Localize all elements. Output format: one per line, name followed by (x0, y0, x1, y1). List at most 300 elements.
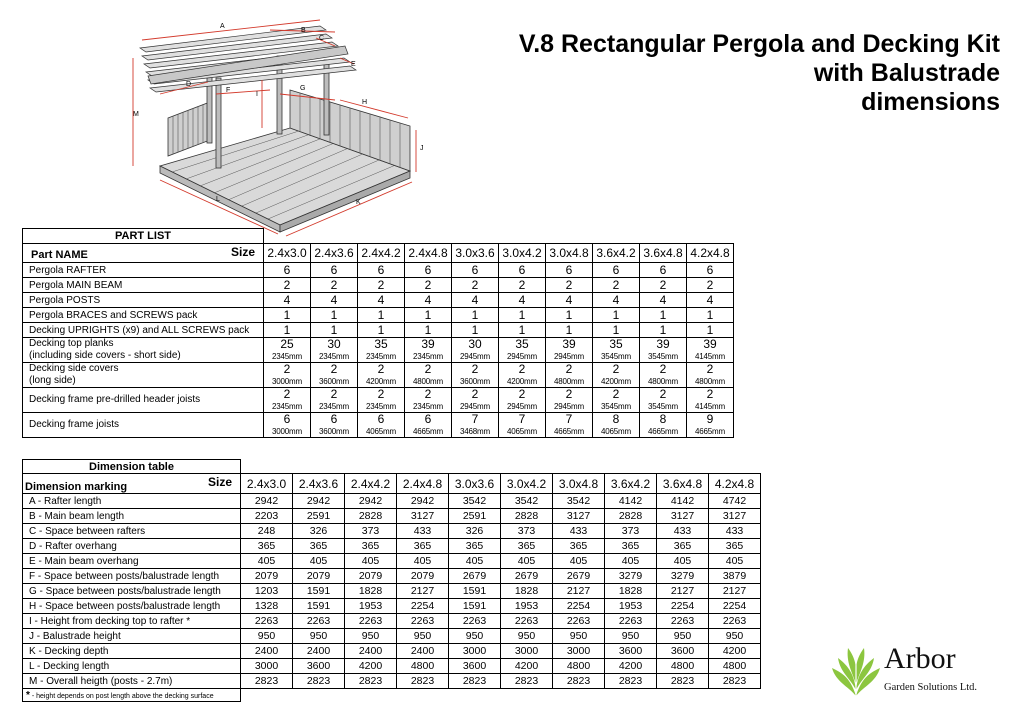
part-label-line-2: (including side covers - short side) (29, 350, 181, 361)
part-qty: 2 (499, 363, 546, 377)
part-qty: 1 (593, 308, 640, 323)
part-length: 2945mm (546, 402, 593, 413)
dimension-label: K - Decking depth (23, 644, 241, 659)
part-qty: 2 (358, 388, 405, 402)
part-qty: 2 (358, 363, 405, 377)
part-length: 2345mm (405, 402, 452, 413)
part-qty: 2 (405, 388, 452, 402)
label-b: B (301, 27, 306, 34)
size-header-9: 4.2x4.8 (687, 244, 734, 263)
part-qty: 1 (264, 323, 311, 338)
part-qty: 4 (358, 293, 405, 308)
part-length: 4665mm (687, 427, 734, 438)
part-qty: 7 (546, 413, 593, 427)
dimension-label: L - Decking length (23, 659, 241, 674)
dimension-value: 3600 (293, 659, 345, 674)
dimension-value: 1591 (449, 599, 501, 614)
dimension-label: D - Rafter overhang (23, 539, 241, 554)
dimension-value: 433 (709, 524, 761, 539)
leaf-icon (830, 642, 882, 698)
dimension-value: 3600 (657, 644, 709, 659)
dimension-value: 365 (293, 539, 345, 554)
dimension-value: 365 (397, 539, 449, 554)
dimension-value: 433 (657, 524, 709, 539)
part-row (23, 363, 734, 377)
dimension-value: 2942 (397, 494, 449, 509)
part-qty: 1 (405, 308, 452, 323)
part-qty: 2 (640, 363, 687, 377)
dimension-label: E - Main beam overhang (23, 554, 241, 569)
part-qty: 30 (452, 338, 499, 352)
part-qty: 35 (499, 338, 546, 352)
part-qty: 1 (546, 323, 593, 338)
dim-size-header-3: 2.4x4.8 (397, 474, 449, 494)
dimension-value: 4142 (657, 494, 709, 509)
part-length: 4800mm (640, 377, 687, 388)
size-header-0: 2.4x3.0 (264, 244, 311, 263)
dimension-value: 3542 (553, 494, 605, 509)
part-qty: 2 (687, 388, 734, 402)
part-qty: 39 (640, 338, 687, 352)
dimension-label: F - Space between posts/balustrade length (23, 569, 241, 584)
dimension-row (23, 674, 761, 689)
part-qty: 6 (499, 263, 546, 278)
part-list-table (22, 228, 734, 438)
dimension-value: 1953 (345, 599, 397, 614)
part-qty: 1 (546, 308, 593, 323)
dimension-value: 3279 (605, 569, 657, 584)
dim-size-label: Size (207, 475, 232, 489)
dimension-value: 2679 (449, 569, 501, 584)
part-qty: 4 (311, 293, 358, 308)
dimension-value: 2263 (397, 614, 449, 629)
dimension-value: 2400 (345, 644, 397, 659)
part-qty: 1 (405, 323, 452, 338)
dimension-value: 3279 (657, 569, 709, 584)
dimension-value: 2263 (345, 614, 397, 629)
dimension-value: 3000 (553, 644, 605, 659)
dimension-row (23, 509, 761, 524)
part-length: 3468mm (452, 427, 499, 438)
dimension-value: 433 (553, 524, 605, 539)
dimension-value: 326 (293, 524, 345, 539)
part-length: 4200mm (593, 377, 640, 388)
part-qty: 4 (264, 293, 311, 308)
part-qty: 4 (499, 293, 546, 308)
part-qty: 1 (640, 323, 687, 338)
dimension-row (23, 569, 761, 584)
part-qty: 39 (687, 338, 734, 352)
part-qty: 6 (358, 413, 405, 427)
dimension-label: B - Main beam length (23, 509, 241, 524)
label-g: G (300, 85, 306, 92)
part-length: 2345mm (311, 352, 358, 363)
dimension-value: 950 (605, 629, 657, 644)
dim-size-header-6: 3.0x4.8 (553, 474, 605, 494)
label-e: E (351, 61, 356, 68)
dimension-value: 2823 (553, 674, 605, 689)
label-m: M (133, 111, 139, 118)
dimension-value: 2400 (397, 644, 449, 659)
part-qty: 35 (358, 338, 405, 352)
label-k: K (356, 199, 361, 206)
dimension-value: 950 (501, 629, 553, 644)
part-length: 2945mm (546, 352, 593, 363)
balustrade-left (168, 102, 210, 156)
part-length: 3545mm (593, 352, 640, 363)
dimension-marking-header (23, 474, 241, 494)
part-qty: 4 (593, 293, 640, 308)
dimension-value: 4200 (605, 659, 657, 674)
part-length: 3545mm (593, 402, 640, 413)
part-length: 3000mm (264, 377, 311, 388)
dimension-value: 2079 (345, 569, 397, 584)
dimension-value: 2203 (241, 509, 293, 524)
part-length: 4145mm (687, 402, 734, 413)
dimension-value: 2263 (657, 614, 709, 629)
dim-size-header-5: 3.0x4.2 (501, 474, 553, 494)
part-label-line-1: Decking frame pre-drilled header joists (29, 394, 201, 405)
part-row (23, 293, 734, 308)
dimension-value: 2823 (449, 674, 501, 689)
part-qty: 2 (452, 388, 499, 402)
size-header-3: 2.4x4.8 (405, 244, 452, 263)
dimension-table-title: Dimension table (23, 460, 241, 474)
dimension-value: 405 (241, 554, 293, 569)
part-qty: 6 (687, 263, 734, 278)
dimension-table (22, 459, 761, 702)
part-label (23, 388, 264, 413)
part-label-line-1: Decking side covers (29, 363, 119, 374)
label-h: H (362, 99, 368, 106)
dimension-value: 373 (605, 524, 657, 539)
dimension-value: 2263 (449, 614, 501, 629)
part-label (23, 363, 264, 388)
dim-size-header-9: 4.2x4.8 (709, 474, 761, 494)
dimension-value: 950 (657, 629, 709, 644)
dimension-label: H - Space between posts/balustrade length (23, 599, 241, 614)
dimension-row (23, 599, 761, 614)
dimension-value: 2263 (293, 614, 345, 629)
dimension-value: 405 (501, 554, 553, 569)
dimension-value: 2127 (553, 584, 605, 599)
part-qty: 39 (405, 338, 452, 352)
part-label: Pergola MAIN BEAM (23, 278, 264, 293)
part-qty: 4 (687, 293, 734, 308)
logo-subtitle: Garden Solutions Ltd. (884, 682, 978, 693)
dimension-value: 405 (449, 554, 501, 569)
dimension-value: 3542 (501, 494, 553, 509)
part-length: 4665mm (640, 427, 687, 438)
part-length: 2945mm (452, 352, 499, 363)
dimension-row (23, 494, 761, 509)
part-length: 4065mm (358, 427, 405, 438)
part-qty: 25 (264, 338, 311, 352)
label-c: C (319, 35, 325, 42)
dimension-row (23, 629, 761, 644)
dimension-value: 365 (605, 539, 657, 554)
dimension-value: 1591 (293, 599, 345, 614)
part-qty: 2 (546, 388, 593, 402)
title-line-1: V.8 Rectangular Pergola and Decking Kit (518, 30, 1000, 58)
dimension-value: 2828 (345, 509, 397, 524)
dimension-value: 2823 (657, 674, 709, 689)
part-length: 4800mm (405, 377, 452, 388)
dimension-value: 2823 (397, 674, 449, 689)
dimension-value: 2127 (709, 584, 761, 599)
dimension-value: 3000 (501, 644, 553, 659)
part-label (23, 413, 264, 438)
part-qty: 6 (358, 263, 405, 278)
dimension-value: 373 (501, 524, 553, 539)
part-qty: 2 (640, 388, 687, 402)
dimension-value: 4142 (605, 494, 657, 509)
part-qty: 1 (452, 323, 499, 338)
dimension-value: 365 (709, 539, 761, 554)
part-qty: 1 (499, 308, 546, 323)
part-qty: 6 (264, 263, 311, 278)
part-qty: 7 (452, 413, 499, 427)
part-length: 2345mm (358, 352, 405, 363)
dimension-value: 950 (241, 629, 293, 644)
dimension-value: 405 (345, 554, 397, 569)
part-qty: 2 (311, 278, 358, 293)
part-qty: 9 (687, 413, 734, 427)
dimension-value: 2823 (605, 674, 657, 689)
dimension-value: 4742 (709, 494, 761, 509)
dimension-value: 3000 (449, 644, 501, 659)
dimension-value: 1203 (241, 584, 293, 599)
part-qty: 7 (499, 413, 546, 427)
dimension-value: 365 (501, 539, 553, 554)
dimension-value: 2942 (345, 494, 397, 509)
dimension-value: 1828 (501, 584, 553, 599)
dimension-row (23, 524, 761, 539)
dimension-value: 2079 (241, 569, 293, 584)
part-qty: 1 (499, 323, 546, 338)
label-j: J (420, 145, 424, 152)
size-header-5: 3.0x4.2 (499, 244, 546, 263)
part-qty: 6 (593, 263, 640, 278)
dim-size-header-0: 2.4x3.0 (241, 474, 293, 494)
part-qty: 2 (499, 388, 546, 402)
part-qty: 2 (264, 363, 311, 377)
logo-name: Arbor (884, 642, 956, 675)
dimension-value: 950 (449, 629, 501, 644)
part-qty: 1 (593, 323, 640, 338)
dimension-value: 2400 (293, 644, 345, 659)
part-qty: 2 (546, 363, 593, 377)
dimension-row (23, 584, 761, 599)
dimension-value: 3542 (449, 494, 501, 509)
dimension-value: 4800 (397, 659, 449, 674)
part-label-line-1: Decking top planks (29, 338, 114, 349)
part-length: 3600mm (452, 377, 499, 388)
dimension-value: 2254 (709, 599, 761, 614)
dimension-value: 3127 (397, 509, 449, 524)
dim-size-header-8: 3.6x4.8 (657, 474, 709, 494)
part-qty: 6 (452, 263, 499, 278)
part-length: 2345mm (264, 402, 311, 413)
dimension-value: 365 (241, 539, 293, 554)
part-qty: 4 (546, 293, 593, 308)
dimension-value: 4800 (657, 659, 709, 674)
part-length: 3600mm (311, 427, 358, 438)
part-qty: 2 (687, 278, 734, 293)
part-label: Pergola BRACES and SCREWS pack (23, 308, 264, 323)
dimension-marking-label: Dimension marking (25, 481, 128, 493)
part-qty: 2 (452, 278, 499, 293)
part-length: 2345mm (264, 352, 311, 363)
dimension-value: 1828 (345, 584, 397, 599)
part-qty: 2 (499, 278, 546, 293)
dimension-value: 405 (657, 554, 709, 569)
footnote-text: - height depends on post length above the decking surface (29, 692, 214, 700)
dimension-value: 326 (449, 524, 501, 539)
part-qty: 6 (640, 263, 687, 278)
part-qty: 4 (452, 293, 499, 308)
size-header-1: 2.4x3.6 (311, 244, 358, 263)
part-name-header (23, 244, 264, 263)
dimension-value: 3879 (709, 569, 761, 584)
dimension-value: 3600 (449, 659, 501, 674)
part-qty: 6 (311, 413, 358, 427)
part-qty: 1 (687, 308, 734, 323)
part-row (23, 413, 734, 427)
dimension-value: 2263 (709, 614, 761, 629)
label-a: A (220, 23, 225, 30)
dimension-value: 405 (553, 554, 605, 569)
part-row (23, 323, 734, 338)
part-length: 4065mm (499, 427, 546, 438)
dimension-value: 950 (709, 629, 761, 644)
part-qty: 4 (405, 293, 452, 308)
part-qty: 1 (687, 323, 734, 338)
dimension-value: 2823 (709, 674, 761, 689)
dim-size-header-4: 3.0x3.6 (449, 474, 501, 494)
dimension-value: 1828 (605, 584, 657, 599)
part-length: 3545mm (640, 352, 687, 363)
dimension-value: 2254 (657, 599, 709, 614)
arbor-logo (830, 642, 1000, 702)
dimension-row (23, 644, 761, 659)
dimension-value: 2823 (501, 674, 553, 689)
part-qty: 35 (593, 338, 640, 352)
part-qty: 1 (358, 308, 405, 323)
part-row (23, 388, 734, 402)
dim-size-header-2: 2.4x4.2 (345, 474, 397, 494)
part-qty: 2 (358, 278, 405, 293)
dimension-value: 405 (605, 554, 657, 569)
dimension-value: 2263 (501, 614, 553, 629)
dimension-value: 1591 (293, 584, 345, 599)
dimension-value: 1591 (449, 584, 501, 599)
part-qty: 30 (311, 338, 358, 352)
part-label-line-2: (long side) (29, 375, 76, 386)
dimension-value: 405 (293, 554, 345, 569)
dimension-value: 4200 (709, 644, 761, 659)
size-header-7: 3.6x4.2 (593, 244, 640, 263)
part-length: 2345mm (405, 352, 452, 363)
pergola-drawing (120, 18, 440, 240)
part-label: Pergola RAFTER (23, 263, 264, 278)
dimension-row (23, 614, 761, 629)
dimension-label: G - Space between posts/balustrade length (23, 584, 241, 599)
dimension-value: 3127 (657, 509, 709, 524)
dimension-value: 2400 (241, 644, 293, 659)
dimension-label: J - Balustrade height (23, 629, 241, 644)
part-length: 2345mm (358, 402, 405, 413)
dimension-value: 2254 (553, 599, 605, 614)
dimension-label: A - Rafter length (23, 494, 241, 509)
label-i: I (256, 91, 258, 98)
dimension-value: 3127 (553, 509, 605, 524)
dimension-value: 2679 (553, 569, 605, 584)
dimension-row (23, 539, 761, 554)
part-length: 2945mm (499, 402, 546, 413)
part-length: 4665mm (546, 427, 593, 438)
size-header-2: 2.4x4.2 (358, 244, 405, 263)
dimension-value: 4200 (501, 659, 553, 674)
dimension-label: C - Space between rafters (23, 524, 241, 539)
part-label (23, 338, 264, 363)
dimension-value: 2828 (501, 509, 553, 524)
dimension-value: 2823 (345, 674, 397, 689)
dimension-value: 3000 (241, 659, 293, 674)
dimension-value: 2263 (553, 614, 605, 629)
part-qty: 1 (311, 308, 358, 323)
part-qty: 2 (264, 388, 311, 402)
part-qty: 1 (452, 308, 499, 323)
dimension-value: 2942 (293, 494, 345, 509)
dimension-value: 2823 (241, 674, 293, 689)
part-qty: 2 (593, 278, 640, 293)
part-label: Pergola POSTS (23, 293, 264, 308)
part-qty: 1 (311, 323, 358, 338)
part-qty: 6 (405, 413, 452, 427)
dim-size-header-1: 2.4x3.6 (293, 474, 345, 494)
size-header-4: 3.0x3.6 (452, 244, 499, 263)
part-qty: 8 (593, 413, 640, 427)
part-length: 4200mm (499, 377, 546, 388)
part-qty: 1 (358, 323, 405, 338)
part-length: 4800mm (546, 377, 593, 388)
part-name-label: Part NAME (31, 249, 88, 261)
part-qty: 2 (687, 363, 734, 377)
part-qty: 1 (640, 308, 687, 323)
part-qty: 6 (264, 413, 311, 427)
part-qty: 6 (546, 263, 593, 278)
dimension-value: 1953 (501, 599, 553, 614)
dimension-value: 365 (657, 539, 709, 554)
size-header-8: 3.6x4.8 (640, 244, 687, 263)
dimension-value: 365 (449, 539, 501, 554)
part-length: 4665mm (405, 427, 452, 438)
part-length: 3000mm (264, 427, 311, 438)
part-qty: 6 (405, 263, 452, 278)
dimension-value: 365 (345, 539, 397, 554)
dimension-value: 248 (241, 524, 293, 539)
footnote (23, 689, 241, 702)
title-line-2: with Balustrade (813, 59, 1000, 87)
size-label: Size (230, 245, 255, 259)
dimension-value: 2942 (241, 494, 293, 509)
dimension-value: 2263 (241, 614, 293, 629)
dimension-value: 2127 (657, 584, 709, 599)
dimension-value: 950 (553, 629, 605, 644)
dimension-value: 1953 (605, 599, 657, 614)
part-length: 3600mm (311, 377, 358, 388)
